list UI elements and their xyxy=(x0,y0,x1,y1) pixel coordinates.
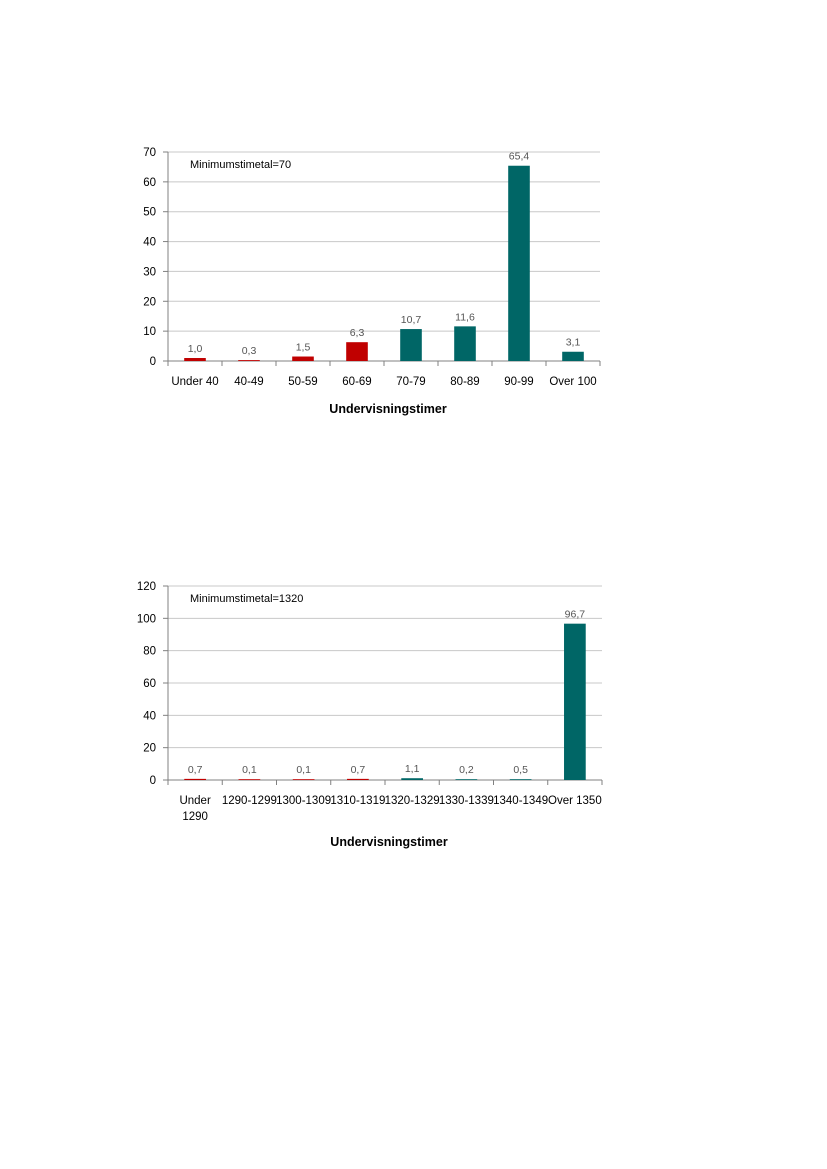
data-label: 1,5 xyxy=(295,341,311,354)
x-tick-label: 50-59 xyxy=(288,376,318,388)
y-tick-label: 120 xyxy=(136,581,156,593)
bar-6 xyxy=(454,326,476,361)
bar-1 xyxy=(184,358,206,361)
x-tick-label: Under 40 xyxy=(171,376,219,388)
bar-4 xyxy=(346,342,368,361)
y-tick-label: 100 xyxy=(136,613,156,626)
y-tick-label: 50 xyxy=(143,206,156,219)
x-axis-title: Undervisningstimer xyxy=(329,402,447,416)
bar-4 xyxy=(347,779,369,780)
x-tick-label: 70-79 xyxy=(396,376,426,388)
y-tick-label: 30 xyxy=(143,266,156,279)
y-tick-label: 60 xyxy=(143,176,156,189)
x-tick-label: 1300-1309 xyxy=(276,795,332,807)
data-label: 65,4 xyxy=(508,150,530,163)
y-tick-label: 40 xyxy=(143,710,156,723)
bar-8 xyxy=(562,352,584,361)
chart-minimum-70 xyxy=(0,135,827,435)
bar-8 xyxy=(564,624,586,780)
x-tick-label: 1330-1339 xyxy=(438,795,494,807)
data-label: 0,5 xyxy=(513,764,528,777)
bar-1 xyxy=(184,779,206,780)
annotation-minimum: Minimumstimetal=70 xyxy=(190,159,292,171)
data-label: 0,1 xyxy=(296,764,311,777)
bar-3 xyxy=(293,779,315,780)
x-tick-label: 80-89 xyxy=(450,376,480,388)
y-tick-label: 70 xyxy=(143,147,156,159)
bar-5 xyxy=(400,329,422,361)
x-tick-label: 1290-1299 xyxy=(221,795,277,807)
x-tick-label: 1310-1319 xyxy=(330,795,386,807)
x-tick-label: 40-49 xyxy=(234,376,264,388)
x-tick-label: 1340-1349 xyxy=(493,795,549,807)
x-tick-label: Over 1350 xyxy=(548,795,602,807)
annotation-minimum: Minimumstimetal=1320 xyxy=(190,593,304,605)
y-tick-label: 20 xyxy=(143,296,156,309)
y-tick-label: 60 xyxy=(143,678,156,690)
y-tick-label: 40 xyxy=(143,236,156,249)
data-label: 0,1 xyxy=(242,764,257,777)
y-tick-label: 80 xyxy=(143,645,156,658)
x-tick-label: 60-69 xyxy=(342,376,372,388)
bar-7 xyxy=(508,166,530,361)
x-axis-title: Undervisningstimer xyxy=(330,835,448,849)
bar-5 xyxy=(401,778,423,780)
x-tick-label: 1320-1329 xyxy=(384,795,440,807)
data-label: 1,1 xyxy=(404,763,420,776)
data-label: 0,7 xyxy=(187,763,203,776)
data-label: 96,7 xyxy=(564,608,586,621)
data-label: 6,3 xyxy=(349,327,365,340)
bar-6 xyxy=(456,779,478,780)
data-label: 0,3 xyxy=(241,345,257,358)
data-label: 0,2 xyxy=(459,764,474,777)
x-tick-label: 90-99 xyxy=(504,376,534,388)
chart-minimum-1320 xyxy=(0,570,827,870)
y-tick-label: 0 xyxy=(149,356,156,368)
y-tick-label: 0 xyxy=(149,775,156,787)
bar-7 xyxy=(510,779,532,780)
x-tick-label: 1290 xyxy=(182,811,208,823)
data-label: 3,1 xyxy=(565,336,581,349)
bar-2 xyxy=(239,779,261,780)
data-label: 1,0 xyxy=(187,343,203,356)
bar-2 xyxy=(238,360,260,361)
y-tick-label: 20 xyxy=(143,742,156,755)
data-label: 0,7 xyxy=(350,763,366,776)
x-tick-label: Over 100 xyxy=(549,376,597,388)
x-tick-label: Under xyxy=(179,795,211,807)
data-label: 10,7 xyxy=(400,314,422,327)
bar-3 xyxy=(292,357,314,361)
data-label: 11,6 xyxy=(455,311,475,324)
y-tick-label: 10 xyxy=(143,326,156,339)
